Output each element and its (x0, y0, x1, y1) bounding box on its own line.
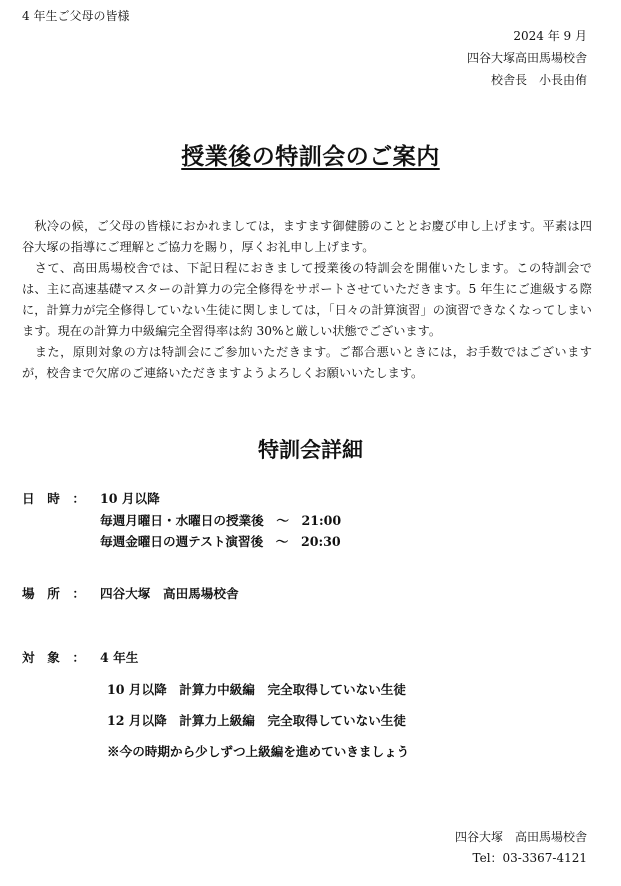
schedule-start: 10 月以降 (100, 491, 160, 506)
place-value: 四谷大塚 高田馬場校舎 (100, 586, 239, 601)
announcement-paragraph: さて、高田馬場校舎では、下記日程におきまして授業後の特訓会を開催いたします。この特訓会では、主に高速基礎マスターの計算力の完全修得をサポートさせていただきます。5 年生にご進級する際に，計算力が完全修得していない生徒に関しましては，「日々の計算演習」の演習できなくなってしまいます。現在の計算力中級編完全習得率は約 30%と厳しい状態でございます。 (22, 261, 592, 338)
schedule-label: 日 時 ： (22, 491, 85, 506)
document-title: 授業後の特訓会のご案内 (181, 143, 440, 170)
target-line-intermediate: 10 月以降 計算力中級編 完全取得していない生徒 (107, 682, 406, 697)
issue-date: 2024 年 9 月 (513, 29, 587, 43)
schedule-line-friday: 毎週金曜日の週テスト演習後 ～ 20:30 (100, 534, 341, 549)
sender-school: 四谷大塚高田馬場校舎 (466, 51, 587, 65)
target-value: 4 年生 (100, 650, 139, 665)
target-line-advanced: 12 月以降 計算力上級編 完全取得していない生徒 (107, 713, 406, 728)
attendance-paragraph: また，原則対象の方は特訓会にご参加いただきます。ご都合悪いときには，お手数ではございますが，校舎まで欠席のご連絡いただきますようよろしくお願いいたします。 (22, 345, 592, 380)
addressee: 4 年生ご父母の皆様 (22, 9, 130, 23)
footer-school: 四谷大塚 高田馬場校舎 (454, 830, 587, 844)
footer-tel: Tel：03-3367-4121 (472, 851, 587, 865)
greeting-paragraph: 秋冷の候，ご父母の皆様におかれましては，ますます御健勝のこととお慶び申し上げます。平素は四谷大塚の指導にご理解とご協力を賜り，厚くお礼申し上げます。 (22, 219, 592, 254)
target-label: 対 象 ： (22, 650, 85, 665)
target-note: ※今の時期から少しずつ上級編を進めていきましょう (107, 744, 410, 759)
details-heading: 特訓会詳細 (258, 437, 363, 462)
schedule-line-weekday: 毎週月曜日・水曜日の授業後 ～ 21:00 (100, 513, 342, 528)
sender-principal: 校舎長 小長由侑 (490, 73, 587, 87)
place-label: 場 所 ： (22, 586, 85, 601)
